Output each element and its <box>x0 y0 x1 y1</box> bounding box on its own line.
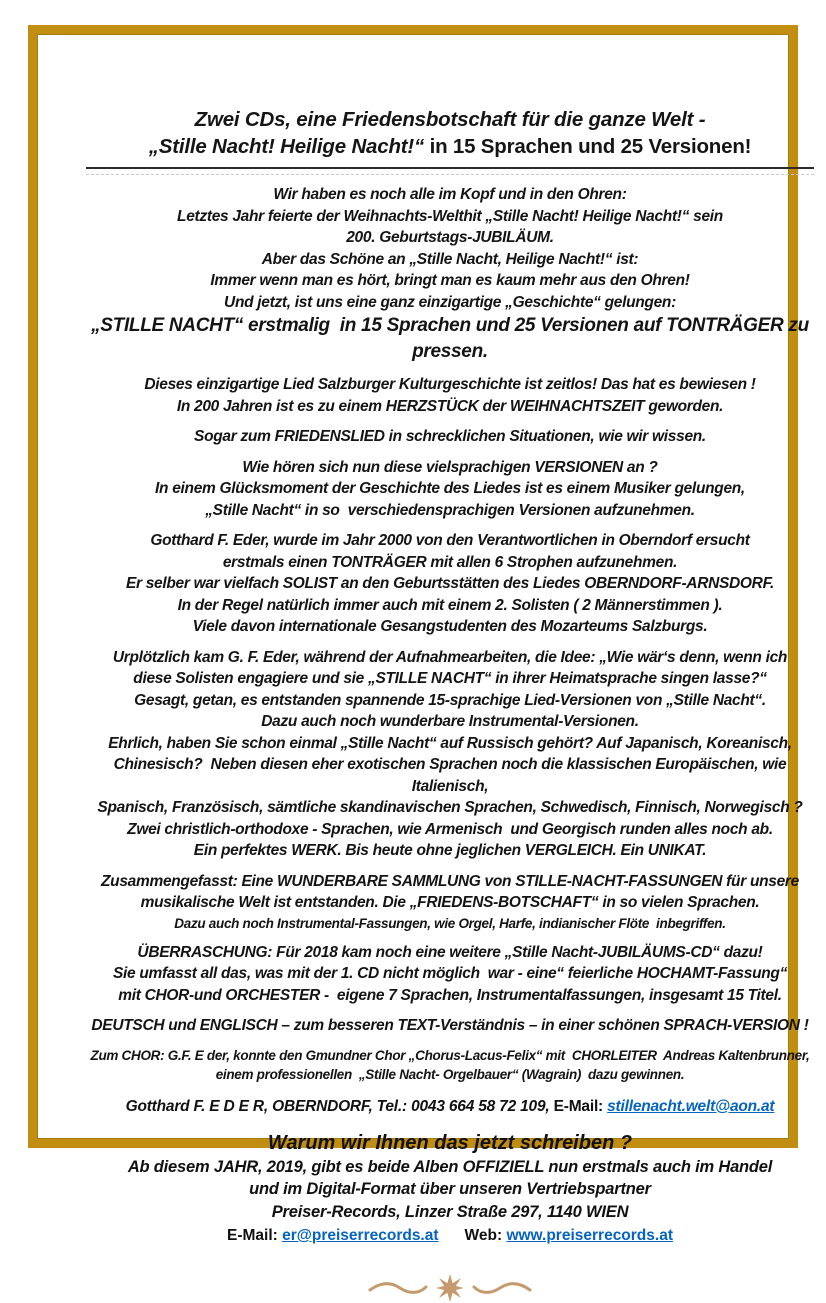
paragraph-line: In 200 Jahren ist es zu einem HERZSTÜCK der WEIHNACHTSZEIT geworden. <box>176 397 724 415</box>
paragraph-line: mit CHOR-und ORCHESTER - eigene 7 Sprachen, Instrumentalfassungen, insgesamt 15 Titel. <box>118 986 782 1004</box>
paragraph-line: DEUTSCH und ENGLISCH – zum besseren TEXT-Verständnis – in einer schönen SPRACH-VERSION ! <box>91 1017 809 1034</box>
paragraph-line: „Stille Nacht“ in so verschiedensprachigen Versionen aufzunehmen. <box>205 501 695 519</box>
preiser-email-link[interactable]: er@preiserrecords.at <box>282 1227 439 1244</box>
paragraph-line: Wir haben es noch alle im Kopf und in den Ohren: <box>273 186 627 203</box>
closing-line-3: Preiser-Records, Linzer Straße 297, 1140 WIEN <box>271 1202 629 1221</box>
star-icon <box>435 1273 465 1303</box>
paragraph-line: einem professionellen „Stille Nacht- Orgelbauer“ (Wagrain) dazu gewinnen. <box>215 1066 685 1082</box>
paragraph-line: 200. Geburtstags-JUBILÄUM. <box>346 229 554 246</box>
body-paragraphs <box>86 184 814 1084</box>
paragraph <box>86 530 814 638</box>
flyer-content <box>74 68 826 1244</box>
paragraph-line: Sogar zum FRIEDENSLIED in schrecklichen Situationen, wie wir wissen. <box>194 428 706 445</box>
paragraph-line: Zum CHOR: G.F. E der, konnte den Gmundner Chor „Chorus-Lacus-Felix“ mit CHORLEITER Andreas Kaltenbrunner, <box>90 1047 810 1063</box>
swash-right-icon <box>471 1279 533 1297</box>
page-title <box>86 106 814 160</box>
title-quote: „Stille Nacht! Heilige Nacht!“ <box>148 135 425 158</box>
paragraph-line: Spanisch, Französisch, sämtliche skandinavischen Sprachen, Schwedisch, Finnisch, Norwegisch ? <box>97 799 803 816</box>
paragraph-line: Gotthard F. Eder, wurde im Jahr 2000 von den Verantwortlichen in Oberndorf ersucht <box>150 532 750 549</box>
paragraph <box>86 647 814 862</box>
paragraph-line: Immer wenn man es hört, bringt man es kaum mehr aus den Ohren! <box>210 272 690 289</box>
paragraph-line: Viele davon internationale Gesangstudenten des Mozarteums Salzburgs. <box>192 618 708 635</box>
paragraph-line: Chinesisch? Neben diesen eher exotischen Sprachen noch die klassischen Europäischen, wie Italienisch, <box>113 756 791 795</box>
paragraph-line: Aber das Schöne an „Stille Nacht, Heilige Nacht!“ ist: <box>261 250 639 268</box>
paragraph <box>86 426 814 448</box>
paragraph <box>86 457 814 522</box>
paragraph-line: Dieses einzigartige Lied Salzburger Kulturgeschichte ist zeitlos! Das hat es bewiesen ! <box>144 376 756 393</box>
paragraph-line: In der Regel natürlich immer auch mit einem 2. Solisten ( 2 Männerstimmen ). <box>177 596 723 614</box>
paragraph <box>86 871 814 933</box>
paragraph-line: erstmals einen TONTRÄGER mit allen 6 Strophen aufzunehmen. <box>222 553 678 571</box>
paragraph-line: Gesagt, getan, es entstanden spannende 15-sprachige Lied-Versionen von „Stille Nacht“. <box>134 691 766 709</box>
title-line-2 <box>86 133 814 160</box>
paragraph-line: Er selber war vielfach SOLIST an den Geburtsstätten des Liedes OBERNDORF-ARNSDORF. <box>125 575 775 592</box>
preiser-web-link[interactable]: www.preiserrecords.at <box>506 1227 673 1244</box>
swash-left-icon <box>367 1279 429 1297</box>
title-divider-dashed <box>86 174 814 175</box>
paragraph-line: Zusammengefasst: Eine WUNDERBARE SAMMLUNG von STILLE-NACHT-FASSUNGEN für unsere <box>101 872 799 890</box>
paragraph <box>86 942 814 1007</box>
gold-frame-border <box>28 25 814 1244</box>
contact-line <box>86 1098 814 1116</box>
paragraph <box>86 1046 814 1084</box>
contact-name-tel: Gotthard F. E D E R, OBERNDORF, Tel.: 0043 664 58 72 109, <box>125 1097 554 1115</box>
closing-line-2: und im Digital-Format über unseren Vertriebspartner <box>249 1180 651 1198</box>
paragraph-line: „STILLE NACHT“ erstmalig in 15 Sprachen und 25 Versionen auf TONTRÄGER zu pressen. <box>91 315 814 362</box>
paragraph-line: musikalische Welt ist entstanden. Die „FRIEDENS-BOTSCHAFT“ in so vielen Sprachen. <box>140 894 760 911</box>
paragraph <box>86 1015 814 1037</box>
title-divider-solid <box>86 167 814 169</box>
contact-email-link[interactable]: stillenacht.welt@aon.at <box>607 1097 775 1115</box>
paragraph-line: Zwei christlich-orthodoxe - Sprachen, wie Armenisch und Georgisch runden alles noch ab. <box>127 820 773 838</box>
closing-web-label: Web: <box>464 1227 507 1244</box>
closing-heading: Warum wir Ihnen das jetzt schreiben ? <box>267 1131 633 1154</box>
paragraph-line: ÜBERRASCHUNG: Für 2018 kam noch eine weitere „Stille Nacht-JUBILÄUMS-CD“ dazu! <box>137 943 763 961</box>
title-line-1: Zwei CDs, eine Friedensbotschaft für die ganze Welt - <box>194 108 706 131</box>
paragraph-line: Und jetzt, ist uns eine ganz einzigartige „Geschichte“ gelungen: <box>224 293 676 311</box>
closing-email-line <box>86 1225 814 1247</box>
closing-line-1: Ab diesem JAHR, 2019, gibt es beide Alben OFFIZIELL nun erstmals auch im Handel <box>127 1157 773 1176</box>
paragraph-line: Dazu auch noch Instrumental-Fassungen, wie Orgel, Harfe, indianischer Flöte inbegriffen. <box>174 915 726 931</box>
closing-email-label: E-Mail: <box>226 1227 283 1244</box>
paragraph <box>86 374 814 417</box>
paragraph-line: diese Solisten engagiere und sie „STILLE NACHT“ in ihrer Heimatsprache singen lasse?“ <box>133 670 767 687</box>
title-rest: in 15 Sprachen und 25 Versionen! <box>424 135 752 158</box>
ornament-divider <box>86 1273 814 1303</box>
paragraph-line: Ehrlich, haben Sie schon einmal „Stille Nacht“ auf Russisch gehört? Auf Japanisch, Koreanisch, <box>108 734 792 752</box>
paragraph-line: Wie hören sich nun diese vielsprachigen VERSIONEN an ? <box>242 458 658 476</box>
paragraph-line: Sie umfasst all das, was mit der 1. CD nicht möglich war - eine“ feierliche HOCHAMT-Fassung“ <box>112 965 788 982</box>
paragraph-line: Urplötzlich kam G. F. Eder, während der Aufnahmearbeiten, die Idee: „Wie wär‘s denn, wenn ich <box>112 648 788 666</box>
paragraph-line: In einem Glücksmoment der Geschichte des Liedes ist es einem Musiker gelungen, <box>155 480 745 497</box>
paragraph-line: Letztes Jahr feierte der Weihnachts-Welthit „Stille Nacht! Heilige Nacht!“ sein <box>177 207 723 225</box>
paragraph-line: Ein perfektes WERK. Bis heute ohne jeglichen VERGLEICH. Ein UNIKAT. <box>193 842 707 859</box>
paragraph-line: Dazu auch noch wunderbare Instrumental-Versionen. <box>261 713 639 730</box>
paragraph <box>86 184 814 365</box>
contact-email-label: E-Mail: <box>553 1097 608 1115</box>
